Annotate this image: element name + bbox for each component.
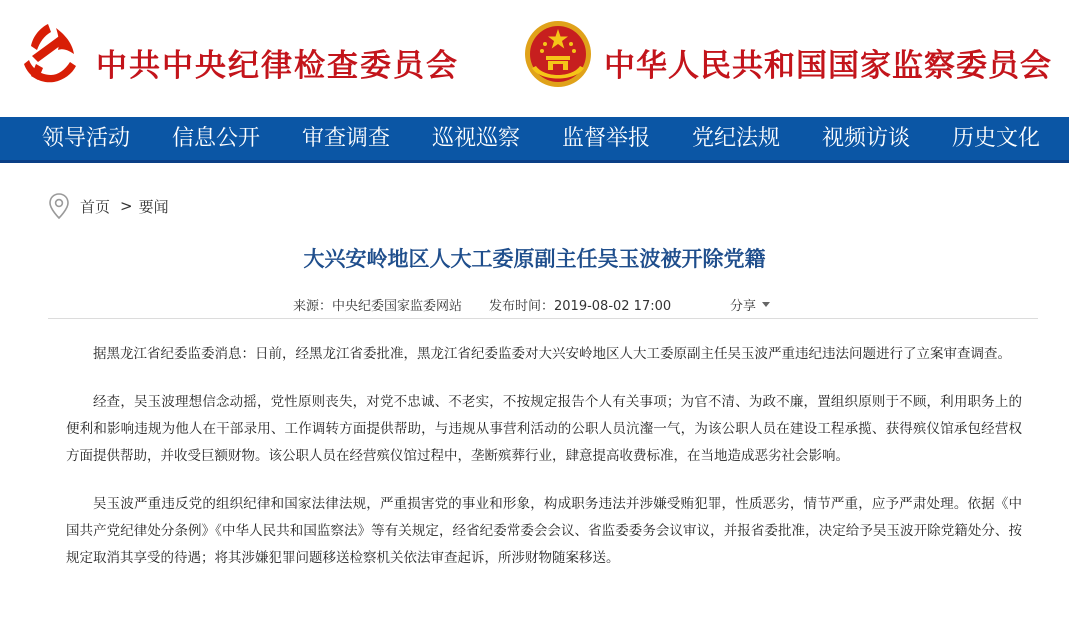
article-source: 来源：中央纪委国家监委网站 [293,299,463,314]
nav-item-history-culture[interactable]: 历史文化 [951,126,1040,151]
share-label: 分享 [730,299,757,314]
article-publish-time: 发布时间：2019-08-02 17:00 [489,299,672,314]
location-pin-icon [48,193,70,219]
article-title: 大兴安岭地区人大工委原副主任吴玉波被开除党籍 [303,247,766,271]
cpc-ccdi-title[interactable]: 中共中央纪律检查委员会 [96,48,459,84]
article-paragraph: 据黑龙江省纪委监委消息：日前，经黑龙江省委批准，黑龙江省纪委监委对大兴安岭地区人大工委原副主任吴玉波严重违纪违法问题进行了立案审查调查。 [93,346,1011,362]
nav-item-leadership[interactable]: 领导活动 [41,126,130,151]
breadcrumb-current[interactable]: 要闻 [138,197,169,216]
divider [48,318,1038,319]
nav-item-info-disclosure[interactable]: 信息公开 [171,126,260,151]
article-body [66,341,1022,593]
national-emblem-icon [524,20,592,88]
nav-item-inspection[interactable]: 巡视巡察 [431,126,520,151]
caret-down-icon [762,302,770,307]
article-paragraph: 吴玉波严重违反党的组织纪律和国家法律法规，严重损害党的事业和形象，构成职务违法并涉嫌受贿犯罪，性质恶劣，情节严重，应予严肃处理。依据《中国共产党纪律处分条例》《中华人民共和国监察法》等有关规定，经省纪委常委会会议、省监委委务会议审议，并报省委批准，决定给予吴玉波开除党籍处分、按规定取消其享受的待遇；将其涉嫌犯罪问题移送检察机关依法审查起诉，所涉财物随案移送。 [66,496,1022,566]
breadcrumb-separator: > [120,197,133,215]
nav-item-video-interview[interactable]: 视频访谈 [821,126,910,151]
main-nav [0,117,1069,163]
breadcrumb-home[interactable]: 首页 [80,197,111,216]
nav-item-supervision-report[interactable]: 监督举报 [561,126,650,151]
site-header [0,0,1069,117]
party-emblem-icon [18,20,82,88]
nsc-title[interactable]: 中华人民共和国国家监察委员会 [604,48,1052,84]
nav-item-party-rules[interactable]: 党纪法规 [691,126,780,151]
article-paragraph: 经查，吴玉波理想信念动摇，党性原则丧失，对党不忠诚、不老实，不按规定报告个人有关事项；为官不清、为政不廉，置组织原则于不顾，利用职务上的便利和影响违规为他人在干部录用、工作调转方面提供帮助，与违规从事营利活动的公职人员沆瀣一气，为该公职人员在建设工程承揽、获得殡仪馆承包经营权方面提供帮助，并收受巨额财物。该公职人员在经营殡仪馆过程中，垄断殡葬行业，肆意提高收费标准，在当地造成恶劣社会影响。 [66,394,1022,464]
breadcrumb [48,193,169,219]
share-dropdown[interactable] [730,295,770,314]
nav-item-review-investigation[interactable]: 审查调查 [301,126,390,151]
